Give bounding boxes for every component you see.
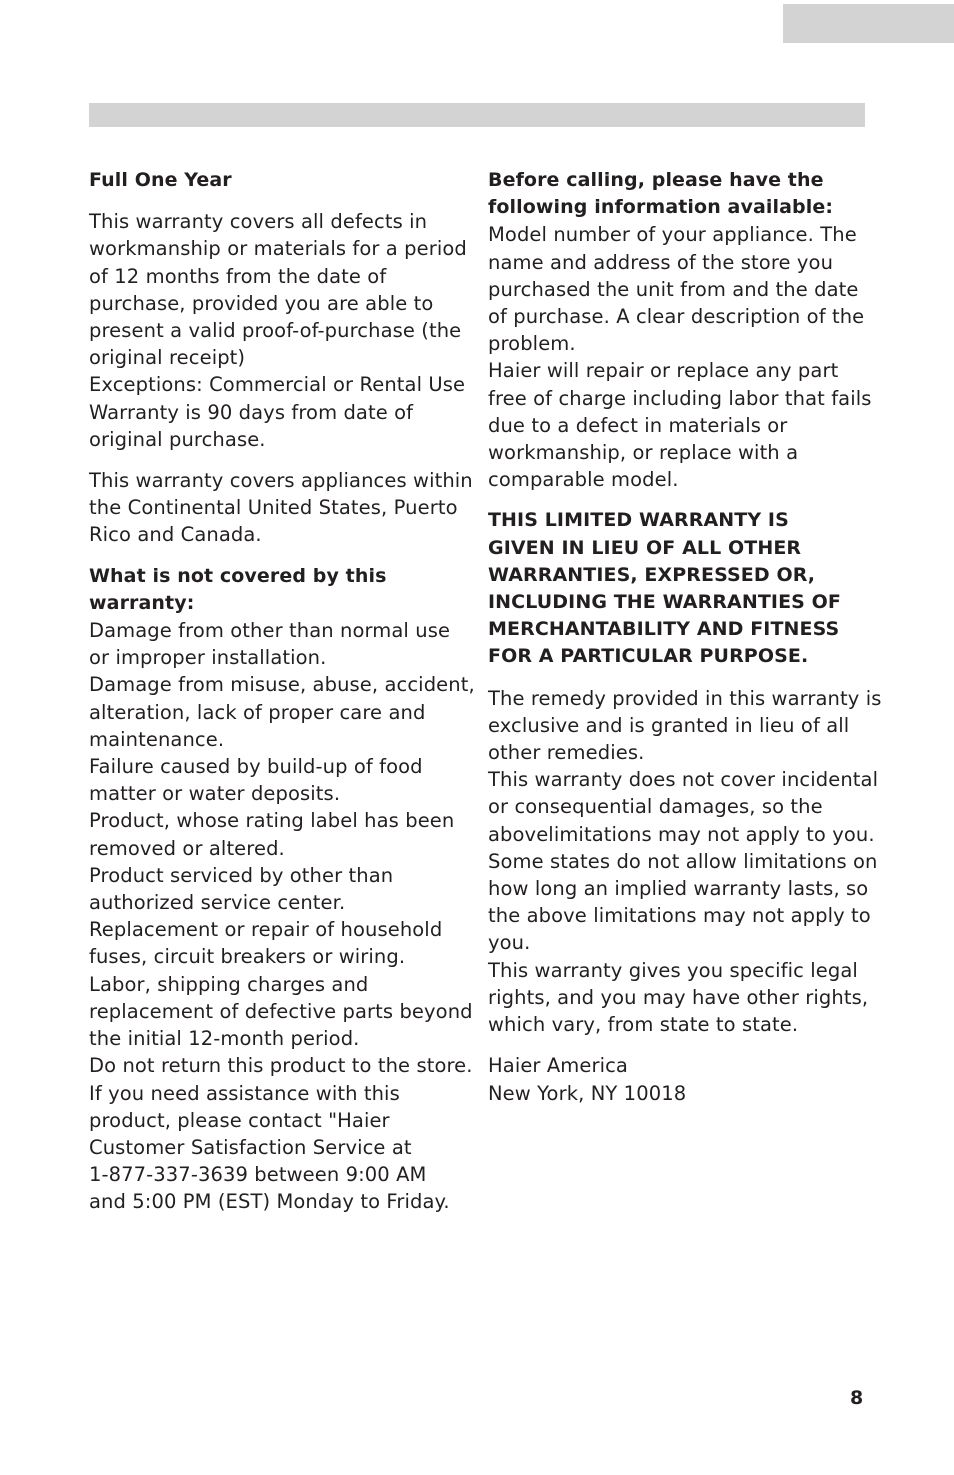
full-one-year-heading: Full One Year (89, 169, 232, 191)
not-covered-text: Damage from other than normal use or improper installation. Damage from misuse, abuse, accident, alteration, lack of proper care and maintenance. Failure caused by build-up of food matter or water deposits. Product, whose rating label has been removed or altered. Product serviced by other than authorized service center. Replacement or repair of household fuses, circuit breakers or wiring. Labor, shipping charges and replacement of defective parts beyond the initial 12-month period. Do not return this product to the store. If you need assistance with this product, please contact "Haier Customer Satisfaction Service at 1-877-337-3639 between 9:00 AM and 5:00 PM (EST) Monday to Friday. (89, 619, 475, 1214)
header-bar (89, 103, 865, 127)
corner-tab (783, 4, 954, 43)
not-covered-heading: What is not covered by this warranty: (89, 564, 387, 614)
before-calling-heading: Before calling, please have the following information available: (488, 169, 834, 219)
company-address: Haier America New York, NY 10018 (488, 1054, 687, 1105)
limited-warranty-notice: THIS LIMITED WARRANTY IS GIVEN IN LIEU OF ALL OTHER WARRANTIES, EXPRESSED OR, INCLUDING THE WARRANTIES OF MERCHANTABILITY AND FITNESS FOR A PARTICULAR PURPOSE. (488, 509, 841, 668)
coverage-area-text: This warranty covers appliances within the Continental United States, Puerto Rico and Canada. (89, 469, 473, 547)
before-calling-text: Model number of your appliance. The name and address of the store you purchased the unit from and the date of purchase. A clear description of the problem. Haier will repair or replace any part free of charge including labor that fails due to a defect in materials or workmanship, or replace with a comparable model. (488, 223, 872, 492)
page-number: 8 (850, 1387, 864, 1409)
remedy-text: The remedy provided in this warranty is exclusive and is granted in lieu of all other remedies. This warranty does not cover incidental or consequential damages, so the abovelimitations may not apply to you. Some states do not allow limitations on how long an implied warranty lasts, so the above limitations may not apply to you. This warranty gives you specific legal rights, and you may have other rights, which vary, from state to state. (488, 686, 882, 1037)
left-column (89, 167, 475, 1216)
full-one-year-text: This warranty covers all defects in workmanship or materials for a period of 12 months from the date of purchase, provided you are able to present a valid proof-of-purchase (the original receipt) Exceptions: Commercial or Rental Use Warranty is 90 days from date of original purchase. (89, 210, 467, 451)
right-column (488, 167, 882, 1107)
